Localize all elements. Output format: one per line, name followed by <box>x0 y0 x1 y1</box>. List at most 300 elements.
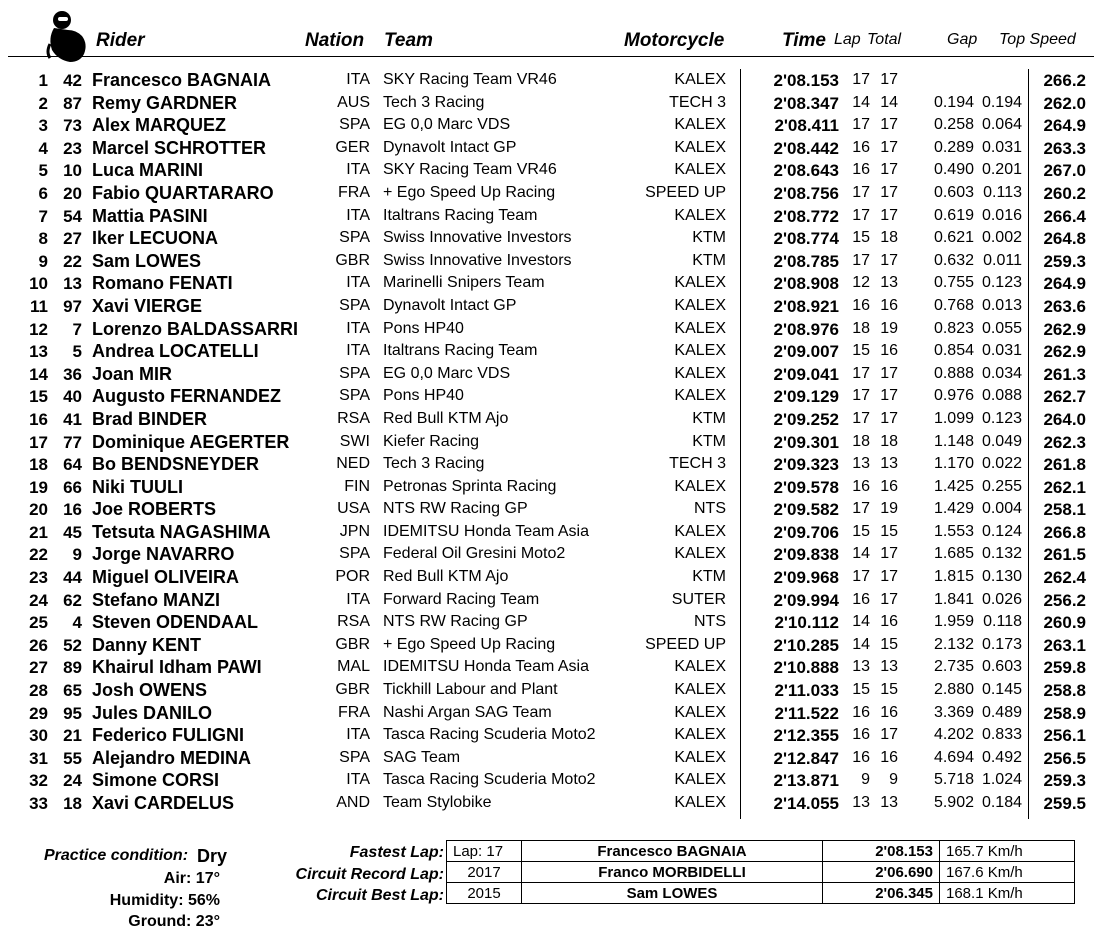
condition-value: Dry <box>197 846 228 866</box>
rider-motorcycle: KALEX <box>674 726 726 744</box>
lap-time: 2'09.323 <box>773 455 839 475</box>
gap-to-previous: 0.194 <box>981 93 1022 111</box>
total-laps: 17 <box>880 545 898 563</box>
lap-time: 2'09.007 <box>773 342 839 362</box>
rider-name: Remy GARDNER <box>92 92 238 113</box>
rider-team: Red Bull KTM Ajo <box>383 409 509 427</box>
top-speed: 266.8 <box>1043 522 1086 542</box>
gap-to-first: 0.603 <box>933 183 974 201</box>
gap-to-previous: 1.024 <box>981 771 1022 789</box>
rider-name: Alejandro MEDINA <box>92 747 252 768</box>
rider-motorcycle: SUTER <box>671 590 726 608</box>
total-laps: 17 <box>880 116 898 134</box>
rider-position: 2 <box>38 93 48 113</box>
rider-name: Stefano MANZI <box>92 589 220 610</box>
total-laps: 17 <box>880 590 898 608</box>
gap-to-previous: 0.031 <box>981 138 1022 156</box>
rider-motorcycle: SPEED UP <box>645 183 726 201</box>
gap-to-first: 0.621 <box>933 229 974 247</box>
gap-to-previous: 0.011 <box>983 251 1022 269</box>
rider-position: 16 <box>29 409 48 429</box>
best-lap-number: 16 <box>852 726 870 744</box>
results-table <box>0 69 1100 815</box>
record-info: 2015 <box>447 883 522 904</box>
table-row <box>0 498 1100 521</box>
table-row <box>0 634 1100 657</box>
rider-name: Steven ODENDAAL <box>92 612 259 633</box>
top-speed: 261.5 <box>1043 545 1086 565</box>
rider-team: EG 0,0 Marc VDS <box>383 116 511 134</box>
table-row <box>0 566 1100 589</box>
top-speed: 264.0 <box>1043 409 1086 429</box>
table-row <box>0 521 1100 544</box>
rider-motorcycle: KALEX <box>674 319 726 337</box>
best-lap-number: 17 <box>852 71 870 88</box>
gap-to-previous: 0.055 <box>981 319 1022 337</box>
rider-number: 4 <box>72 613 82 633</box>
rider-motorcycle: KALEX <box>674 161 726 179</box>
gap-to-first: 1.685 <box>933 545 974 563</box>
table-row <box>0 272 1100 295</box>
best-lap-number: 17 <box>852 206 870 224</box>
rider-nation: NED <box>336 455 370 473</box>
lap-time: 2'08.347 <box>773 93 839 113</box>
table-row <box>0 250 1100 273</box>
lap-time: 2'08.442 <box>773 138 839 158</box>
rider-nation: ITA <box>346 726 370 744</box>
header-time: Time <box>782 30 827 51</box>
lap-time: 2'08.756 <box>773 183 839 203</box>
table-row <box>0 363 1100 386</box>
rider-nation: SPA <box>339 116 370 134</box>
table-row <box>0 769 1100 792</box>
rider-team: Tickhill Labour and Plant <box>383 681 558 699</box>
rider-number: 44 <box>63 568 82 588</box>
table-row <box>0 476 1100 499</box>
table-row <box>0 385 1100 408</box>
top-speed: 264.9 <box>1043 274 1086 294</box>
rider-motorcycle: KTM <box>692 432 726 450</box>
gap-to-previous: 0.049 <box>981 432 1022 450</box>
best-lap-number: 15 <box>852 342 870 360</box>
rider-nation: SPA <box>339 229 370 247</box>
table-row <box>0 656 1100 679</box>
rider-position: 27 <box>29 658 48 678</box>
lap-time: 2'09.968 <box>773 568 839 588</box>
total-laps: 13 <box>880 274 898 292</box>
rider-motorcycle: KALEX <box>674 703 726 721</box>
rider-motorcycle: KALEX <box>674 545 726 563</box>
rider-motorcycle: KTM <box>692 568 726 586</box>
best-lap-number: 14 <box>852 635 870 653</box>
rider-number: 36 <box>63 364 82 384</box>
record-speed: 165.7 Km/h <box>940 841 1075 862</box>
lap-time: 2'14.055 <box>773 794 839 813</box>
rider-position: 10 <box>29 274 48 294</box>
total-laps: 17 <box>880 364 898 382</box>
lap-records-table <box>446 840 1075 904</box>
rider-nation: ITA <box>346 771 370 789</box>
air-temperature: Air: 17° <box>163 870 220 887</box>
gap-to-first: 0.194 <box>933 93 974 111</box>
rider-motorcycle: KALEX <box>674 522 726 540</box>
top-speed: 256.5 <box>1043 748 1086 768</box>
gap-to-first: 4.202 <box>933 726 974 744</box>
rider-number: 40 <box>63 387 82 407</box>
rider-team: SAG Team <box>383 748 461 766</box>
rider-name: Francesco BAGNAIA <box>92 70 272 90</box>
rider-position: 33 <box>29 794 48 813</box>
best-lap-number: 13 <box>852 794 870 811</box>
gap-to-first: 1.553 <box>933 522 974 540</box>
top-speed: 261.3 <box>1043 364 1086 384</box>
gap-to-first: 5.718 <box>933 771 974 789</box>
ground-temperature: Ground: 23° <box>128 913 220 930</box>
gap-to-previous: 0.201 <box>981 161 1022 179</box>
rider-team: IDEMITSU Honda Team Asia <box>383 522 590 540</box>
best-lap-number: 9 <box>861 771 870 789</box>
top-speed: 258.1 <box>1043 500 1086 520</box>
rider-position: 15 <box>29 387 48 407</box>
rider-nation: MAL <box>337 658 370 676</box>
rider-position: 12 <box>29 319 48 339</box>
rider-nation: SPA <box>339 364 370 382</box>
rider-name: Xavi CARDELUS <box>92 793 235 813</box>
rider-name: Marcel SCHROTTER <box>92 137 267 158</box>
rider-name: Jorge NAVARRO <box>92 544 235 565</box>
gap-to-first: 1.841 <box>933 590 974 608</box>
rider-team: Federal Oil Gresini Moto2 <box>383 545 566 563</box>
rider-number: 52 <box>63 635 82 655</box>
rider-number: 45 <box>63 522 82 542</box>
gap-to-first: 1.148 <box>933 432 974 450</box>
rider-name: Dominique AEGERTER <box>92 431 290 452</box>
rider-motorcycle: KALEX <box>674 387 726 405</box>
rider-motorcycle: NTS <box>694 500 726 518</box>
gap-to-previous: 0.088 <box>981 387 1022 405</box>
rider-team: Dynavolt Intact GP <box>383 138 517 156</box>
rider-name: Federico FULIGNI <box>92 725 245 746</box>
lap-time: 2'08.785 <box>773 251 839 271</box>
gap-to-previous: 0.031 <box>981 342 1022 360</box>
rider-nation: SPA <box>339 387 370 405</box>
best-lap-number: 16 <box>852 590 870 608</box>
header-nation: Nation <box>305 30 365 51</box>
total-laps: 16 <box>880 613 898 631</box>
gap-to-previous: 0.026 <box>981 590 1022 608</box>
gap-to-first: 0.490 <box>933 161 974 179</box>
gap-to-previous: 0.016 <box>981 206 1022 224</box>
record-rider: Francesco BAGNAIA <box>522 841 823 862</box>
gap-to-previous: 0.603 <box>981 658 1022 676</box>
rider-team: Swiss Innovative Investors <box>383 229 572 247</box>
total-laps: 17 <box>880 138 898 156</box>
rider-position: 21 <box>29 522 48 542</box>
gap-to-first: 2.735 <box>933 658 974 676</box>
lap-time: 2'08.774 <box>773 229 839 249</box>
rider-name: Lorenzo BALDASSARRI <box>92 318 298 339</box>
rider-number: 20 <box>63 183 82 203</box>
top-speed: 262.7 <box>1043 387 1086 407</box>
best-lap-number: 15 <box>852 522 870 540</box>
rider-number: 22 <box>63 251 82 271</box>
rider-number: 73 <box>63 116 82 136</box>
best-lap-number: 17 <box>852 387 870 405</box>
lap-time: 2'10.285 <box>773 635 839 655</box>
best-lap-number: 15 <box>852 229 870 247</box>
rider-nation: JPN <box>339 522 370 540</box>
gap-to-first: 0.768 <box>933 296 974 314</box>
rider-nation: GBR <box>335 635 370 653</box>
table-row <box>0 611 1100 634</box>
rider-nation: SPA <box>339 545 370 563</box>
gap-to-first: 0.619 <box>933 206 974 224</box>
rider-nation: FRA <box>338 183 370 201</box>
lap-time: 2'13.871 <box>773 771 839 791</box>
lap-time: 2'09.706 <box>773 522 839 542</box>
record-speed: 167.6 Km/h <box>940 862 1075 883</box>
rider-team: Pons HP40 <box>383 319 464 337</box>
rider-number: 95 <box>63 703 82 723</box>
top-speed: 256.2 <box>1043 590 1086 610</box>
humidity: Humidity: 56% <box>109 892 220 909</box>
header-gap: Gap <box>947 31 978 48</box>
rider-motorcycle: KALEX <box>674 342 726 360</box>
rider-position: 28 <box>29 681 48 701</box>
total-laps: 13 <box>880 794 898 811</box>
rider-name: Simone CORSI <box>92 770 220 791</box>
top-speed: 262.9 <box>1043 319 1086 339</box>
best-lap-number: 18 <box>852 432 870 450</box>
table-row <box>0 453 1100 476</box>
lap-time: 2'09.301 <box>773 432 839 452</box>
lap-time: 2'11.033 <box>774 681 839 701</box>
table-row <box>0 724 1100 747</box>
rider-nation: FRA <box>338 703 370 721</box>
best-lap-number: 17 <box>852 251 870 269</box>
table-row <box>0 69 1100 92</box>
rider-team: Nashi Argan SAG Team <box>383 703 552 721</box>
table-row <box>0 408 1100 431</box>
gap-to-previous: 0.184 <box>981 794 1022 811</box>
rider-nation: SPA <box>339 748 370 766</box>
table-row <box>0 114 1100 137</box>
top-speed: 256.1 <box>1043 726 1086 746</box>
gap-to-first: 0.823 <box>933 319 974 337</box>
gap-to-previous: 0.833 <box>981 726 1022 744</box>
rider-position: 1 <box>38 71 48 90</box>
header-rider: Rider <box>96 30 145 51</box>
gap-to-first: 5.902 <box>933 794 974 811</box>
lap-time: 2'12.355 <box>773 726 839 746</box>
rider-motorcycle: KALEX <box>674 116 726 134</box>
total-laps: 17 <box>880 568 898 586</box>
gap-to-first: 0.632 <box>933 251 974 269</box>
rider-team: Swiss Innovative Investors <box>383 251 572 269</box>
rider-number: 41 <box>63 409 82 429</box>
table-row <box>0 295 1100 318</box>
gap-to-previous: 0.173 <box>981 635 1022 653</box>
rider-name: Miguel OLIVEIRA <box>92 567 240 588</box>
lap-time: 2'08.908 <box>773 274 839 294</box>
rider-name: Brad BINDER <box>92 408 208 429</box>
gap-to-previous: 0.004 <box>981 500 1022 518</box>
total-laps: 19 <box>880 500 898 518</box>
total-laps: 17 <box>880 409 898 427</box>
rider-number: 87 <box>63 93 82 113</box>
total-laps: 16 <box>880 477 898 495</box>
rider-number: 7 <box>72 319 82 339</box>
gap-to-first: 0.755 <box>933 274 974 292</box>
rider-position: 3 <box>38 116 48 136</box>
top-speed: 262.9 <box>1043 342 1086 362</box>
rider-team: IDEMITSU Honda Team Asia <box>383 658 590 676</box>
lap-time: 2'10.112 <box>774 613 839 633</box>
lap-time: 2'08.153 <box>773 71 839 90</box>
rider-team: EG 0,0 Marc VDS <box>383 364 511 382</box>
gap-to-previous: 0.064 <box>981 116 1022 134</box>
total-laps: 17 <box>880 161 898 179</box>
rider-motorcycle: KALEX <box>674 274 726 292</box>
gap-to-previous: 0.489 <box>981 703 1022 721</box>
rider-position: 25 <box>29 613 48 633</box>
rider-team: Pons HP40 <box>383 387 464 405</box>
rider-position: 19 <box>29 477 48 497</box>
rider-number: 97 <box>63 296 82 316</box>
rider-nation: AND <box>336 794 370 811</box>
rider-team: Dynavolt Intact GP <box>383 296 517 314</box>
rider-team: NTS RW Racing GP <box>383 500 528 518</box>
rider-name: Andrea LOCATELLI <box>92 341 259 362</box>
rider-team: Tech 3 Racing <box>383 455 485 473</box>
gap-to-first: 1.170 <box>933 455 974 473</box>
rider-nation: ITA <box>346 274 370 292</box>
best-lap-number: 17 <box>852 364 870 382</box>
rider-nation: ITA <box>346 590 370 608</box>
rider-nation: FIN <box>344 477 370 495</box>
top-speed: 262.3 <box>1043 432 1086 452</box>
total-laps: 17 <box>880 387 898 405</box>
rider-position: 23 <box>29 568 48 588</box>
gap-to-previous: 0.255 <box>981 477 1022 495</box>
total-laps: 9 <box>889 771 898 789</box>
rider-team: Red Bull KTM Ajo <box>383 568 509 586</box>
lap-time: 2'09.129 <box>773 387 839 407</box>
best-lap-number: 16 <box>852 703 870 721</box>
rider-name: Luca MARINI <box>92 160 204 181</box>
table-row <box>0 543 1100 566</box>
rider-number: 42 <box>63 71 82 90</box>
top-speed: 266.4 <box>1043 206 1086 226</box>
rider-number: 18 <box>63 794 82 813</box>
top-speed: 263.3 <box>1043 138 1086 158</box>
table-row <box>0 92 1100 115</box>
rider-position: 26 <box>29 635 48 655</box>
record-row <box>447 841 1075 862</box>
rider-position: 24 <box>29 590 48 610</box>
best-lap-number: 17 <box>852 500 870 518</box>
top-speed: 259.5 <box>1043 794 1086 813</box>
table-row <box>0 205 1100 228</box>
table-row <box>0 747 1100 770</box>
gap-to-first: 0.854 <box>933 342 974 360</box>
lap-time: 2'09.994 <box>773 590 839 610</box>
total-laps: 15 <box>880 522 898 540</box>
gap-to-previous: 0.123 <box>981 409 1022 427</box>
table-row <box>0 227 1100 250</box>
gap-to-first: 1.815 <box>933 568 974 586</box>
rider-team: Tasca Racing Scuderia Moto2 <box>383 771 596 789</box>
table-row <box>0 340 1100 363</box>
rider-nation: POR <box>335 568 370 586</box>
rider-nation: GER <box>335 138 370 156</box>
rider-motorcycle: TECH 3 <box>669 93 726 111</box>
rider-nation: RSA <box>337 613 370 631</box>
top-speed: 262.4 <box>1043 568 1086 588</box>
lap-time: 2'09.578 <box>773 477 839 497</box>
gap-to-previous: 0.034 <box>981 364 1022 382</box>
rider-number: 64 <box>63 455 82 475</box>
gap-to-first: 1.425 <box>933 477 974 495</box>
gap-to-first: 1.959 <box>933 613 974 631</box>
record-info: Lap: 17 <box>447 841 522 862</box>
rider-position: 6 <box>38 183 48 203</box>
lap-time: 2'08.772 <box>773 206 839 226</box>
rider-name: Augusto FERNANDEZ <box>92 386 281 407</box>
rider-name: Fabio QUARTARARO <box>92 182 274 203</box>
rider-team: + Ego Speed Up Racing <box>383 183 556 201</box>
lap-time: 2'09.252 <box>773 409 839 429</box>
table-row <box>0 679 1100 702</box>
top-speed: 259.3 <box>1043 771 1086 791</box>
rider-motorcycle: KALEX <box>674 138 726 156</box>
gap-to-previous: 0.118 <box>983 613 1022 631</box>
best-lap-number: 16 <box>852 477 870 495</box>
rider-motorcycle: KALEX <box>674 748 726 766</box>
gap-to-previous: 0.130 <box>981 568 1022 586</box>
total-laps: 14 <box>880 93 898 111</box>
rider-motorcycle: KALEX <box>674 477 726 495</box>
header-divider <box>8 56 1094 57</box>
rider-motorcycle: KALEX <box>674 296 726 314</box>
top-speed: 260.9 <box>1043 613 1086 633</box>
record-rider: Sam LOWES <box>522 883 823 904</box>
rider-name: Khairul Idham PAWI <box>92 657 262 678</box>
rider-position: 5 <box>38 161 48 181</box>
table-row <box>0 318 1100 341</box>
rider-team: Italtrans Racing Team <box>383 206 538 224</box>
rider-position: 30 <box>29 726 48 746</box>
total-laps: 17 <box>880 726 898 744</box>
total-laps: 17 <box>880 183 898 201</box>
rider-nation: SWI <box>339 432 370 450</box>
top-speed: 258.8 <box>1043 681 1086 701</box>
rider-nation: ITA <box>346 71 370 88</box>
rider-nation: ITA <box>346 342 370 360</box>
rider-position: 17 <box>29 432 48 452</box>
rider-position: 20 <box>29 500 48 520</box>
rider-nation: ITA <box>346 206 370 224</box>
rider-name: Iker LECUONA <box>92 228 219 249</box>
rider-number: 5 <box>72 342 82 362</box>
rider-number: 65 <box>63 681 82 701</box>
rider-motorcycle: KALEX <box>674 681 726 699</box>
rider-team: SKY Racing Team VR46 <box>383 71 557 88</box>
rider-position: 9 <box>38 251 48 271</box>
rider-number: 77 <box>63 432 82 452</box>
table-row <box>0 137 1100 160</box>
rider-team: Marinelli Snipers Team <box>383 274 545 292</box>
